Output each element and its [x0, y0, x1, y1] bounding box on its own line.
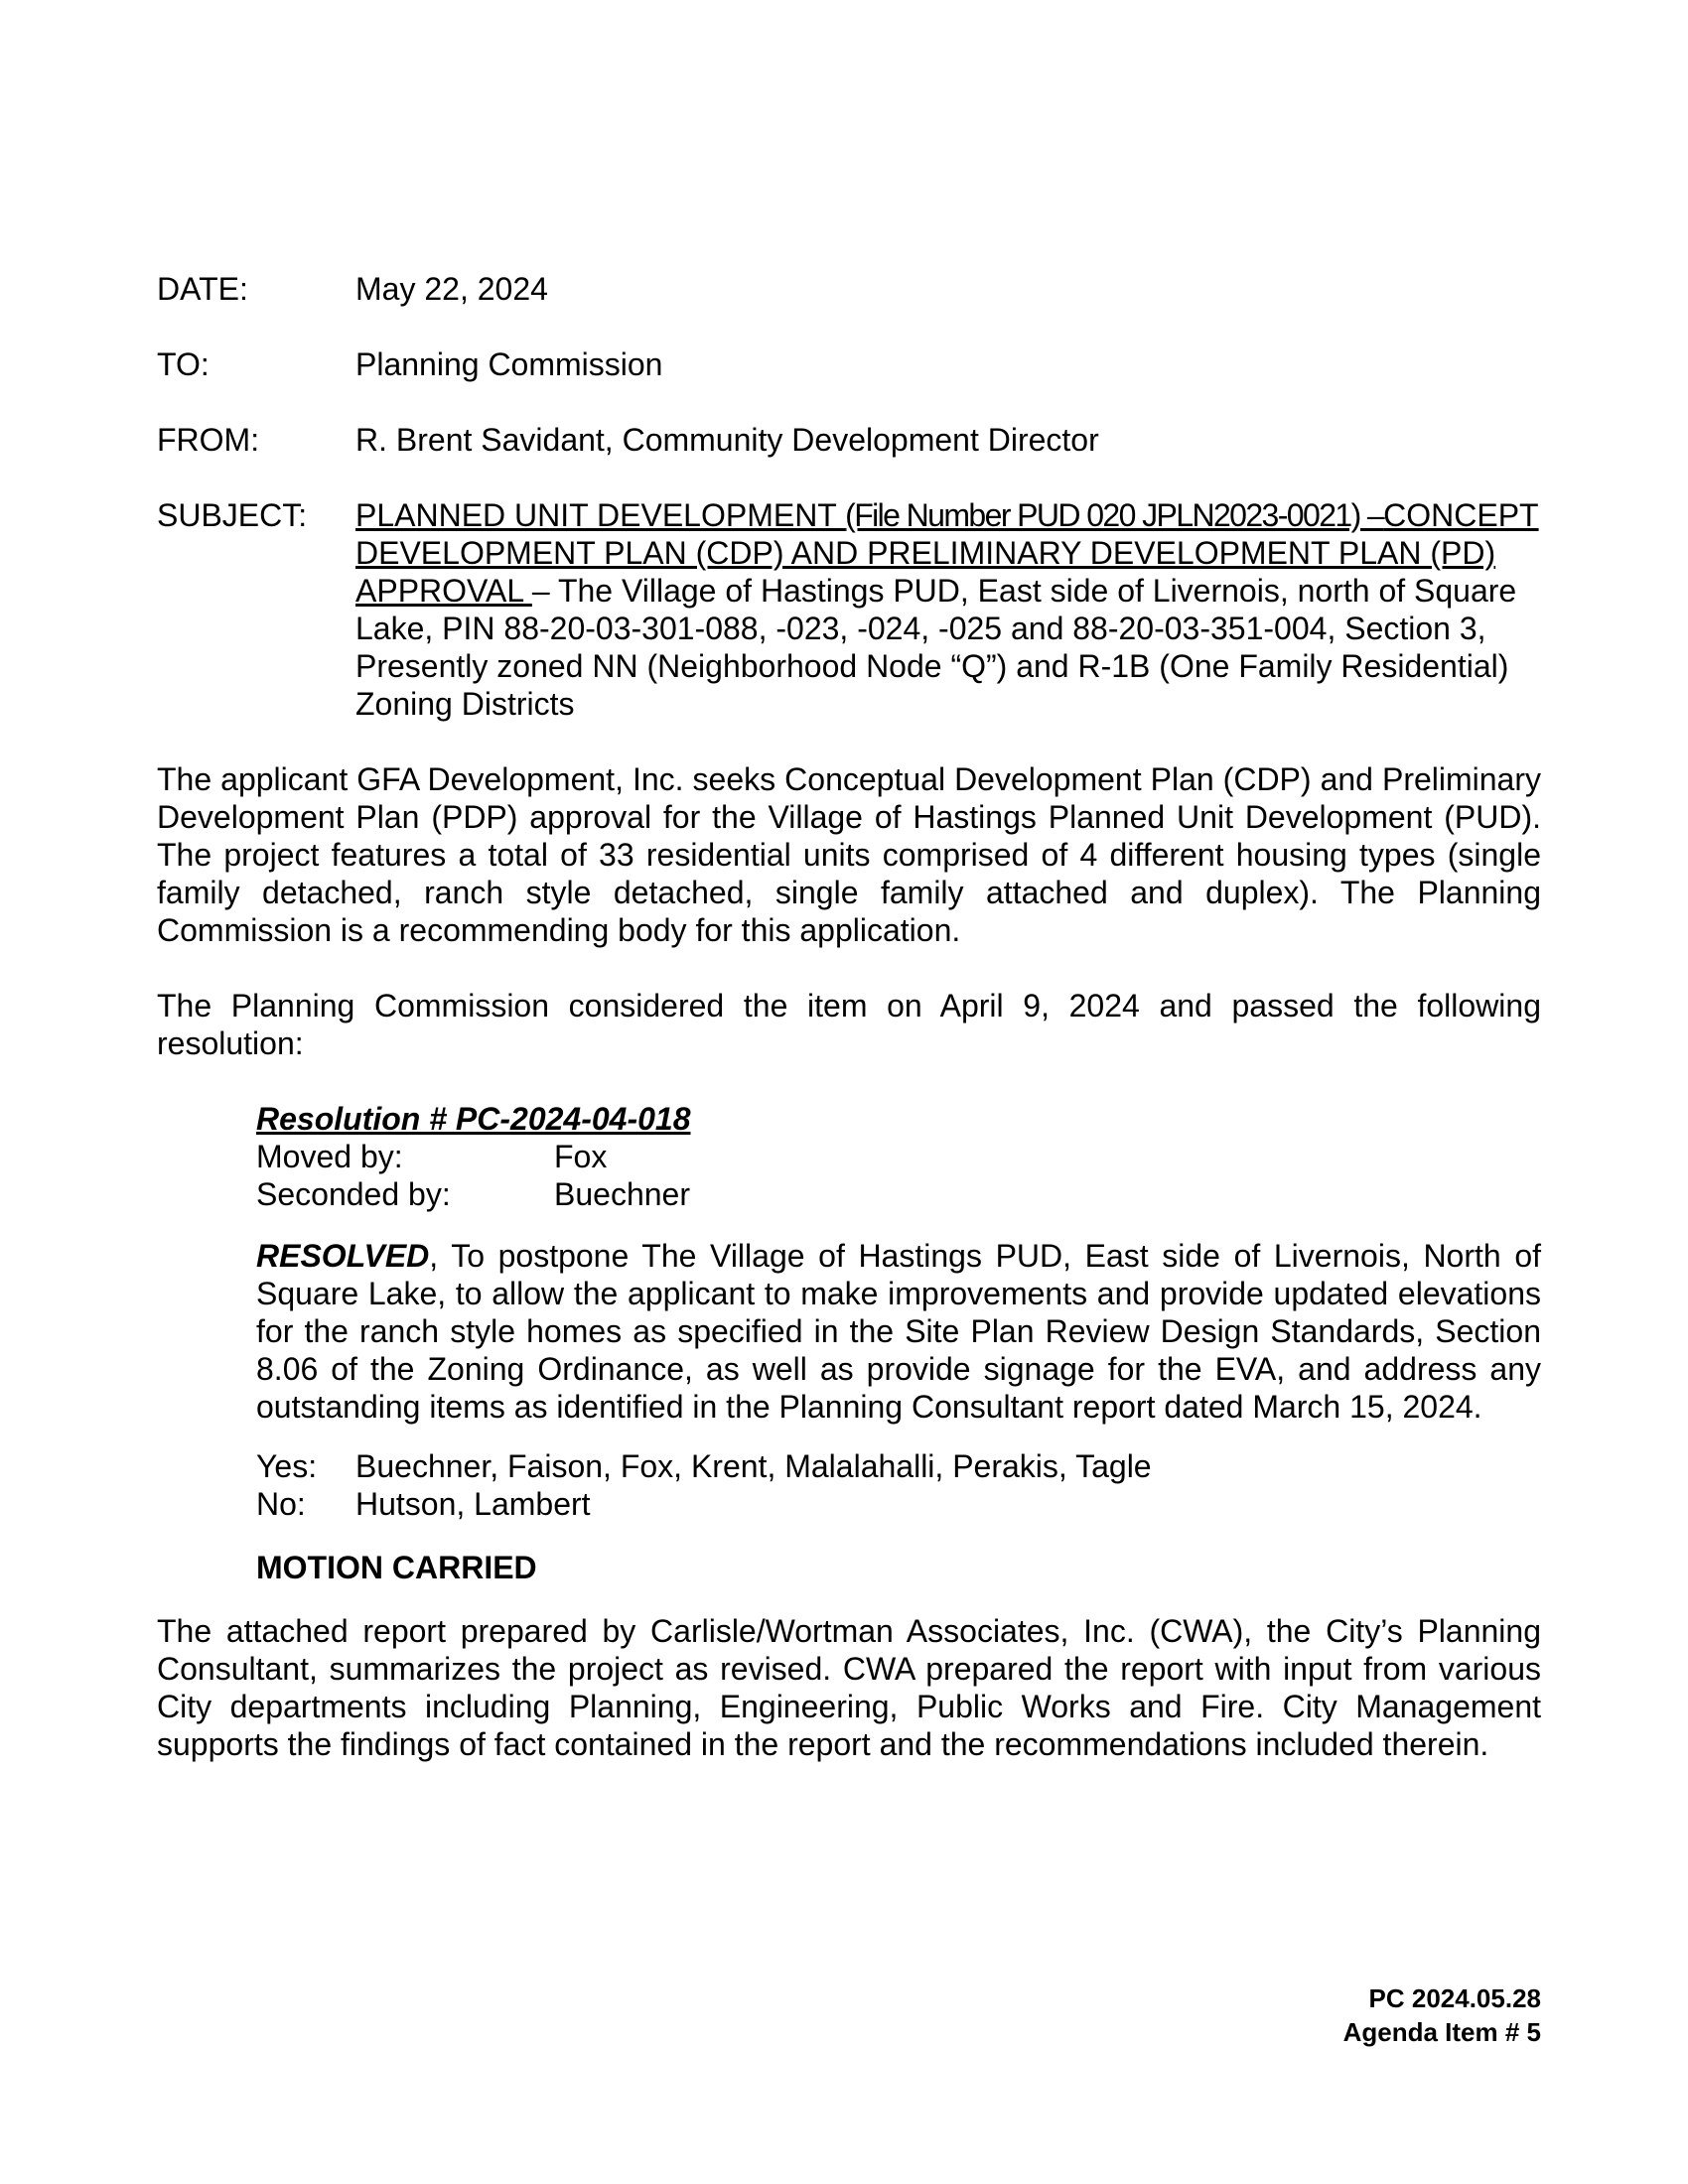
subject-heading-part-3: CONCEPT DEVELOPMENT PLAN (CDP) AND PRELIMINARY DEVELOPMENT PLAN (PD) APPROVAL: [355, 497, 1539, 609]
moved-by-label: Moved by:: [256, 1139, 403, 1174]
no-value: Hutson, Lambert: [355, 1486, 591, 1522]
subject-row: [157, 496, 1541, 723]
memo-page: [157, 270, 1541, 1801]
resolved-paragraph: [256, 1237, 1541, 1426]
footer-agenda-item: Agenda Item # 5: [1342, 2017, 1541, 2047]
consideration-paragraph: The Planning Commission considered the item on April 9, 2024 and passed the following resolution:: [157, 988, 1541, 1061]
seconded-by-label: Seconded by:: [256, 1176, 451, 1212]
resolution-block: [256, 1100, 1541, 1586]
to-value: Planning Commission: [355, 346, 663, 382]
resolved-keyword: RESOLVED: [256, 1238, 430, 1274]
yes-label: Yes:: [256, 1448, 318, 1484]
date-label: DATE:: [157, 271, 248, 307]
intro-paragraph: The applicant GFA Development, Inc. seeks Conceptual Development Plan (CDP) and Preliminary Development Plan (PDP) approval for the Village of Hastings Planned Unit Development (PUD). The project features a total of 33 residential units comprised of 4 different housing types (single family detached, ranch style detached, single family attached and duplex). The Planning Commission is a recommending body for this application.: [157, 761, 1541, 948]
motion-carried: MOTION CARRIED: [256, 1550, 537, 1585]
from-value: R. Brent Savidant, Community Development Director: [355, 422, 1099, 458]
subject-description: – The Village of Hastings PUD, East side of Livernois, north of Square Lake, PIN 88-20-03-301-088, -023, -024, -025 and 88-20-03-351-004, Section 3, Presently zoned NN (Neighborhood Node “Q”) and R-1B (One Family Residential) Zoning Districts: [355, 573, 1517, 722]
date-value: May 22, 2024: [355, 271, 548, 307]
from-label: FROM:: [157, 422, 260, 458]
subject-label: SUBJECT:: [157, 497, 308, 533]
from-row: [157, 421, 1541, 459]
footer-meeting-date: PC 2024.05.28: [1368, 1983, 1541, 2013]
moved-by-value: Fox: [554, 1139, 608, 1174]
date-row: [157, 270, 1541, 308]
resolved-text: , To postpone The Village of Hastings PUD, East side of Livernois, North of Square Lake, to allow the applicant to make improvements and provide updated elevations for the ranch style homes as specified in the Site Plan Review Design Standards, Section 8.06 of the Zoning Ordinance, as well as provide signage for the EVA, and address any outstanding items as identified in the Planning Consultant report dated March 15, 2024.: [256, 1238, 1541, 1425]
no-label: No:: [256, 1486, 306, 1522]
seconded-by-row: [256, 1175, 1541, 1213]
subject-heading-part-1: PLANNED UNIT DEVELOPMENT: [355, 497, 846, 533]
no-vote-row: [256, 1485, 1541, 1523]
to-row: [157, 345, 1541, 383]
seconded-by-value: Buechner: [554, 1176, 690, 1212]
moved-by-row: [256, 1138, 1541, 1175]
yes-value: Buechner, Faison, Fox, Krent, Malalahalli, Perakis, Tagle: [355, 1448, 1152, 1484]
yes-vote-row: [256, 1447, 1541, 1485]
subject-heading-file-number: (File Number PUD 020 JPLN2023-0021) –: [845, 497, 1384, 533]
report-paragraph: The attached report prepared by Carlisle/Wortman Associates, Inc. (CWA), the City’s Planning Consultant, summarizes the project as revised. CWA prepared the report with input from various City departments including Planning, Engineering, Public Works and Fire. City Management supports the findings of fact contained in the report and the recommendations included therein.: [157, 1613, 1541, 1762]
subject-value: [355, 496, 1541, 723]
resolution-title: Resolution # PC-2024-04-018: [256, 1101, 691, 1137]
agenda-footer: [1343, 1981, 1541, 2049]
to-label: TO:: [157, 346, 210, 382]
